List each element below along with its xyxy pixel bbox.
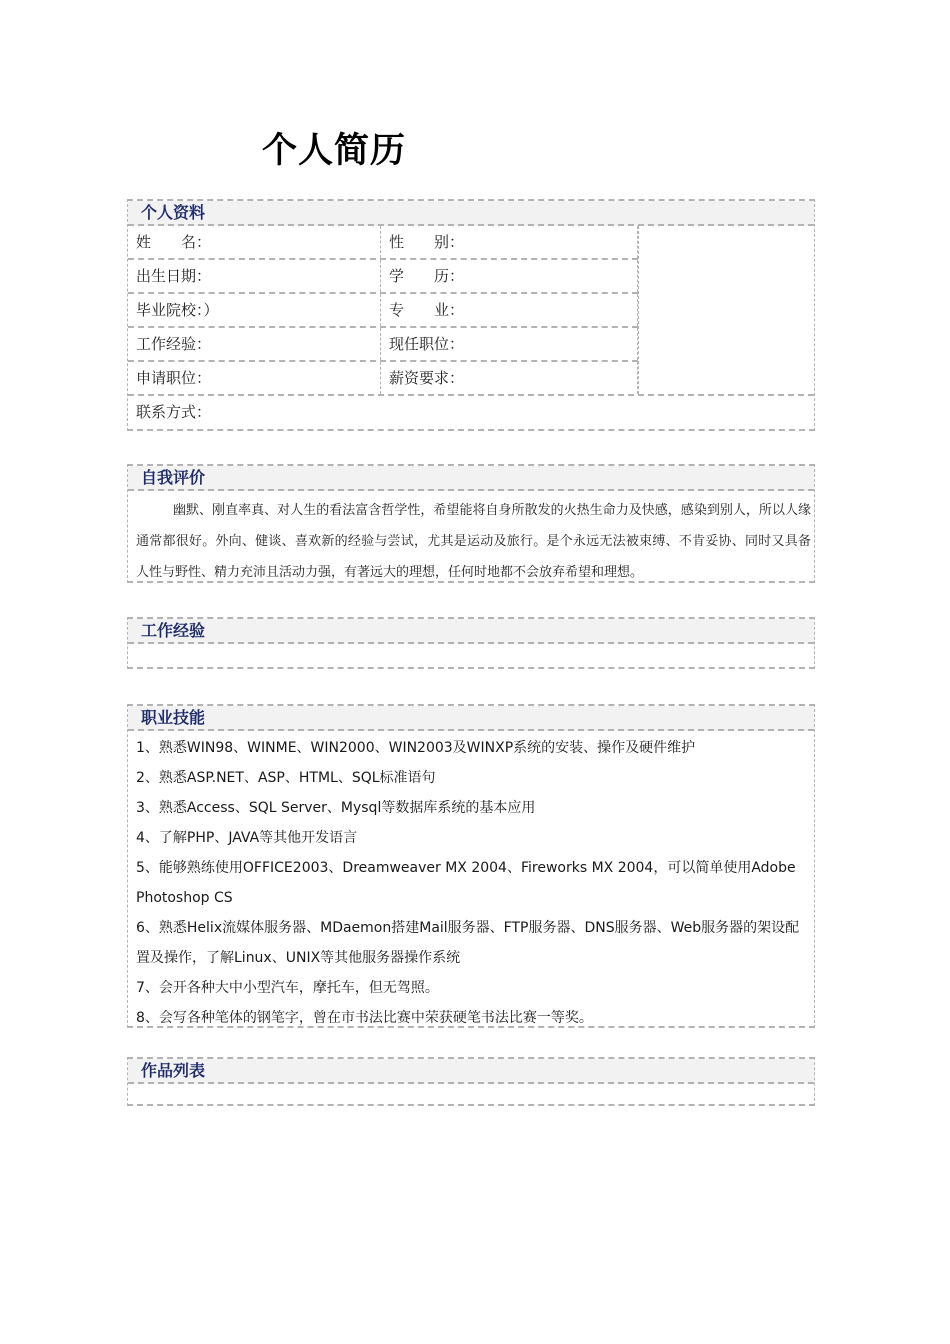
- major-label: 专 业：: [380, 294, 638, 326]
- self-evaluation-header: 自我评价: [128, 466, 814, 491]
- skill-item: 4、了解PHP、JAVA等其他开发语言: [136, 830, 358, 846]
- self-evaluation-text: 幽默、刚直率真、对人生的看法富含哲学性，希望能将自身所散发的火热生命力及快感，感染到别人，所以人缘通常都很好。外向、健谈、喜欢新的经验与尝试，尤其是运动及旅行。是个永远无法被束缚、不肯妥协、同时又具备人性与野性、精力充沛且活动力强，有著远大的理想，任何时地都不会放弃希望和理想。: [136, 503, 811, 580]
- photo-placeholder: [638, 226, 814, 394]
- contact-label: 联系方式：: [136, 403, 212, 421]
- birthdate-label: 出生日期：: [136, 267, 212, 285]
- skill-item: 3、熟悉Access、SQL Server、Mysql等数据库系统的基本应用: [136, 800, 536, 816]
- info-row: [128, 226, 638, 260]
- info-row: [128, 396, 814, 430]
- skill-item: 8、会写各种笔体的钢笔字，曾在市书法比赛中荣获硬笔书法比赛一等奖。: [136, 1010, 593, 1026]
- work-experience-header: 工作经验: [128, 619, 814, 644]
- work-experience-label: 工作经验：: [136, 335, 212, 353]
- page-title: 个人简历: [262, 131, 407, 171]
- info-row: [128, 294, 638, 328]
- education-label: 学 历：: [380, 260, 638, 292]
- personal-info-header: 个人资料: [128, 201, 814, 226]
- skill-item: 1、熟悉WIN98、WINME、WIN2000、WIN2003及WINXP系统的安装、操作及硬件维护: [136, 740, 696, 756]
- personal-info-grid: [128, 226, 814, 430]
- applied-position-label: 申请职位：: [136, 369, 212, 387]
- works-section: [127, 1057, 815, 1106]
- current-position-label: 现任职位：: [380, 328, 638, 360]
- skill-item: 6、熟悉Helix流媒体服务器、MDaemon搭建Mail服务器、FTP服务器、DNS服务器、Web服务器的架设配置及操作，了解Linux、UNIX等其他服务器操作系统: [136, 920, 800, 966]
- info-row: [128, 260, 638, 294]
- personal-info-section: [127, 199, 815, 431]
- info-row: [128, 328, 638, 362]
- gender-label: 性 别：: [380, 226, 638, 258]
- skills-header: 职业技能: [128, 706, 814, 731]
- name-label: 姓 名：: [136, 233, 212, 251]
- work-experience-section: [127, 617, 815, 669]
- self-evaluation-section: [127, 464, 815, 583]
- skills-list: [128, 731, 814, 1037]
- skill-item: 5、能够熟练使用OFFICE2003、Dreamweaver MX 2004、Fireworks MX 2004，可以简单使用Adobe Photoshop CS: [136, 860, 796, 906]
- salary-label: 薪资要求：: [380, 362, 638, 394]
- work-experience-content: [128, 644, 814, 666]
- works-header: 作品列表: [128, 1059, 814, 1084]
- skills-section: [127, 704, 815, 1028]
- school-label: 毕业院校：）: [136, 301, 219, 319]
- skill-item: 2、熟悉ASP.NET、ASP、HTML、SQL标准语句: [136, 770, 436, 786]
- works-content: [128, 1084, 814, 1103]
- skill-item: 7、会开各种大中小型汽车，摩托车，但无驾照。: [136, 980, 439, 996]
